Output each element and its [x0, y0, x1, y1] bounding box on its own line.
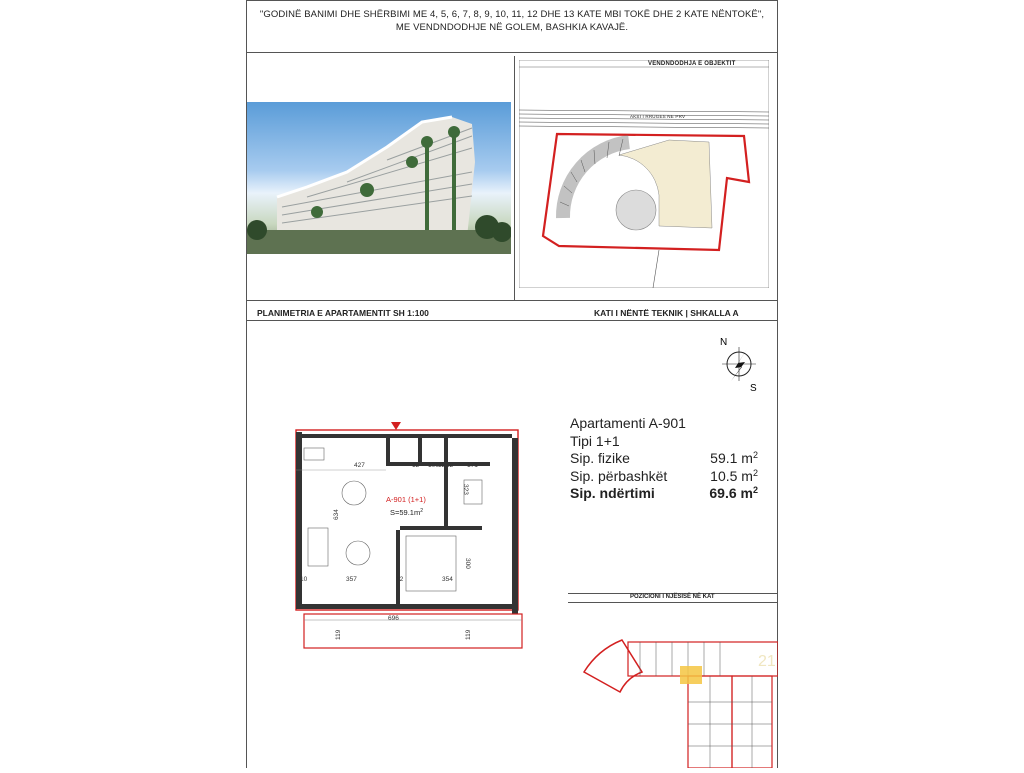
compass-icon: [714, 335, 764, 393]
building-render-image: [247, 102, 511, 254]
unit-area-label: $S=59.1m^2$: [390, 508, 424, 517]
plan-title: PLANIMETRIA E APARTAMENTIT SH 1:100: [257, 308, 429, 318]
dim-12-bottom: 12: [396, 576, 404, 583]
compass-south: S: [750, 383, 757, 393]
section-divider-bottom: [246, 320, 778, 321]
info-label: Sip. përbashkët: [570, 467, 668, 484]
header-line-1: "GODINË BANIMI DHE SHËRBIMI ME 4, 5, 6, 7, 8, 9, 10, 11, 12 DHE 13 KATE MBI TOKË DHE 2 KATE NËNTOKË",: [259, 9, 765, 20]
location-label: VENDNDODHJA E OBJEKTIT: [648, 61, 736, 67]
dim-354: 354: [442, 576, 453, 583]
project-header: [246, 8, 778, 34]
dim-300: 300: [464, 558, 471, 569]
position-label: POZICIONI I NJËSISË NË KAT: [630, 594, 715, 600]
keyplan-watermark: 21: [758, 653, 776, 670]
top-border: [246, 0, 778, 1]
site-plan: [519, 60, 769, 288]
dim-119-right: 119: [465, 629, 472, 640]
apartment-info: [570, 415, 758, 503]
info-value: 10.5 $m^2$: [710, 467, 758, 484]
key-plan: [580, 632, 778, 768]
header-vertical-divider: [514, 56, 515, 300]
dim-696: 696: [388, 615, 399, 622]
unit-label: A-901 (1+1): [386, 495, 426, 504]
dim-634: 634: [333, 509, 340, 520]
dim-12-top: 12: [446, 462, 454, 469]
dim-100: 100: [428, 462, 439, 469]
dim-357: 357: [346, 576, 357, 583]
info-label: Sip. fizike: [570, 450, 630, 466]
info-row-common: [570, 468, 758, 486]
apartment-floor-plan: [278, 418, 524, 664]
header-line-2: ME VENDNDODHJE NË GOLEM, BASHKIA KAVAJË.: [395, 22, 629, 33]
info-row-built: [570, 485, 758, 503]
dim-427: 427: [354, 462, 365, 469]
dim-119-left: 119: [335, 629, 342, 640]
compass-north: N: [720, 337, 728, 348]
apartment-type: Tipi 1+1: [570, 432, 620, 449]
road-label: AKSI I RRUGES NE PRV: [630, 114, 686, 119]
info-value: 59.1 $m^2$: [710, 450, 758, 466]
info-row-physical: [570, 450, 758, 468]
dim-12-mid: 12: [438, 462, 446, 469]
header-divider: [246, 52, 778, 53]
info-label: Sip. ndërtimi: [570, 485, 655, 501]
floor-title: KATI I NËNTË TEKNIK | SHKALLA A: [594, 308, 739, 318]
info-value: 69.6 $m^2$: [709, 485, 758, 501]
dim-323: 323: [462, 484, 469, 495]
dim-10: 10: [300, 576, 308, 583]
apartment-name: Apartamenti A-901: [570, 415, 686, 431]
dim-171: 171: [467, 462, 478, 469]
section-divider-top: [246, 300, 778, 301]
dim-12-left: 12: [412, 462, 420, 469]
